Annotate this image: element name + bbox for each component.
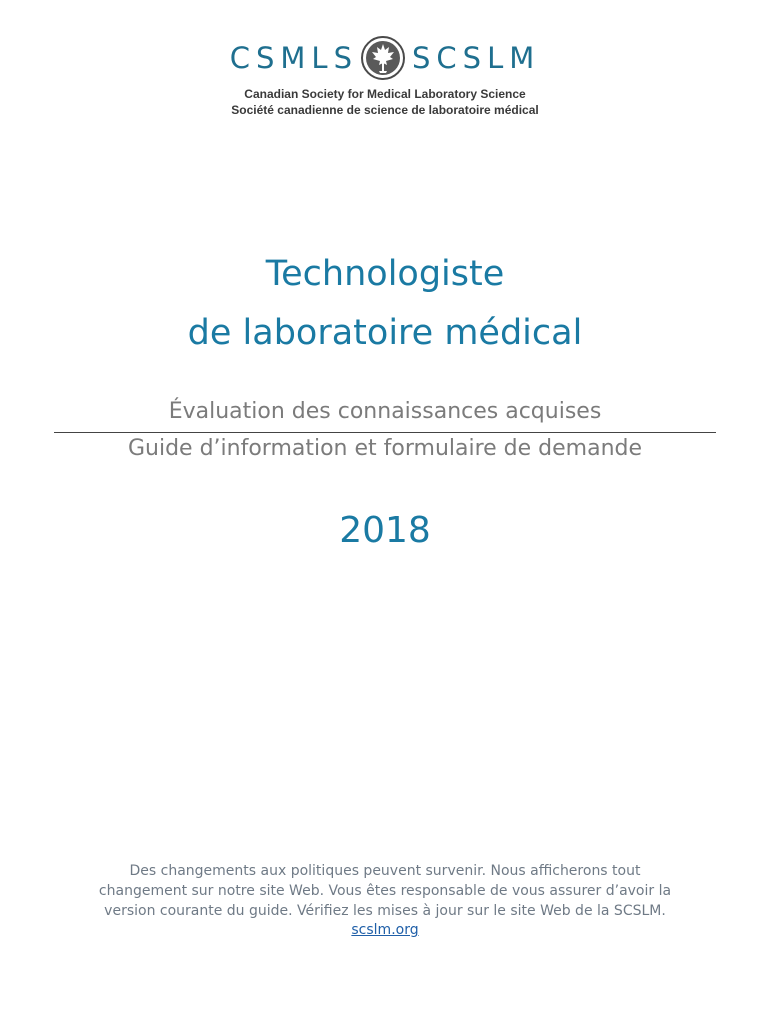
subtitle-line-1: Évaluation des connaissances acquises <box>168 399 602 424</box>
notice-line-1: Des changements aux politiques peuvent survenir. Nous afficherons tout <box>129 863 641 879</box>
maple-leaf-emblem-icon <box>360 35 406 81</box>
notice-line-3: version courante du guide. Vérifiez les mises à jour sur le site Web de la SCSLM. <box>104 903 666 919</box>
notice-line-2: changement sur notre site Web. Vous êtes responsable de vous assurer d’avoir la <box>98 883 672 899</box>
org-name-french: Société canadienne de science de laboratoire médical <box>231 103 539 117</box>
document-title-line-1: Technologiste <box>265 254 505 294</box>
notice-link-container <box>0 920 770 940</box>
logo-csmls-text: CSMLS <box>229 41 358 75</box>
document-title-line-2: de laboratoire médical <box>187 313 583 353</box>
document-year: 2018 <box>339 510 431 551</box>
logo-scslm-text: SCSLM <box>412 41 541 75</box>
subtitle-line-2: Guide d’information et formulaire de demande <box>127 436 643 461</box>
logo <box>0 28 770 88</box>
website-link[interactable]: scslm.org <box>351 922 419 938</box>
divider-line <box>54 432 716 433</box>
org-name-english: Canadian Society for Medical Laboratory Science <box>244 87 526 101</box>
